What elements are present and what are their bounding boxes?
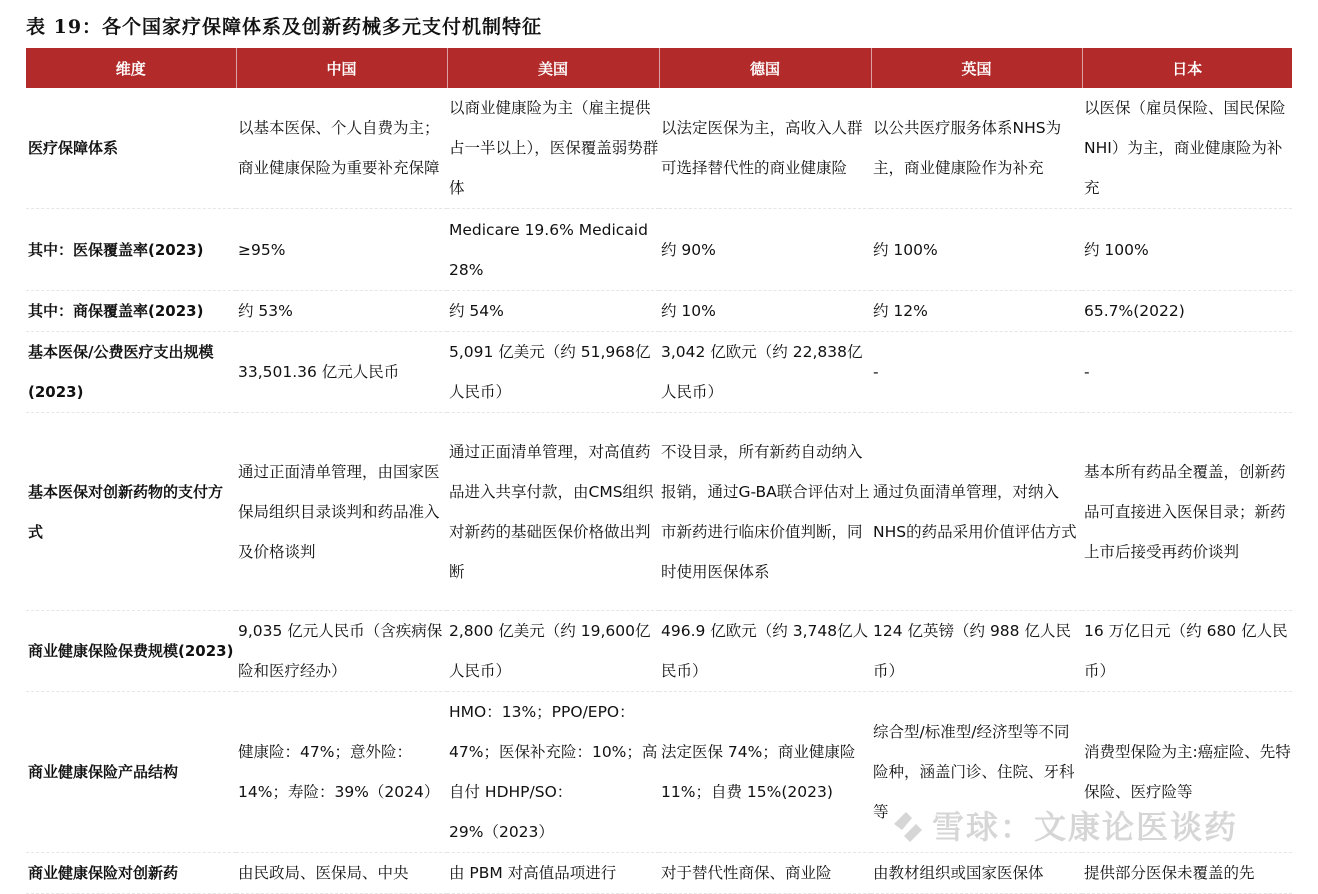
row-dimension: 医疗保障体系 bbox=[26, 88, 236, 209]
table-cell: 124 亿英镑（约 988 亿人民币） bbox=[871, 611, 1082, 692]
table-cell: 33,501.36 亿元人民币 bbox=[236, 332, 447, 413]
table-cell: 以法定医保为主，高收入人群可选择替代性的商业健康险 bbox=[659, 88, 871, 209]
table-cell: 3,042 亿欧元（约 22,838亿人民币） bbox=[659, 332, 871, 413]
table-cell: 以基本医保、个人自费为主；商业健康保险为重要补充保障 bbox=[236, 88, 447, 209]
table-cell: ≥95% bbox=[236, 209, 447, 291]
table-cell: 由民政局、医保局、中央 bbox=[236, 853, 447, 894]
table-cell: Medicare 19.6% Medicaid 28% bbox=[447, 209, 659, 291]
table-cell: 16 万亿日元（约 680 亿人民币） bbox=[1082, 611, 1292, 692]
table-cell: 通过正面清单管理，对高值药品进入共享付款，由CMS组织对新药的基础医保价格做出判断 bbox=[447, 413, 659, 611]
table-cell: 健康险：47%；意外险：14%；寿险：39%（2024） bbox=[236, 692, 447, 853]
table-cell: 496.9 亿欧元（约 3,748亿人民币） bbox=[659, 611, 871, 692]
table-cell: - bbox=[871, 332, 1082, 413]
row-dimension: 基本医保对创新药物的支付方式 bbox=[26, 413, 236, 611]
header-uk: 英国 bbox=[871, 48, 1082, 88]
table-cell: 对于替代性商保、商业险 bbox=[659, 853, 871, 894]
table-row bbox=[26, 209, 1292, 291]
watermark-text: 雪球：文康论医谈药 bbox=[932, 808, 1239, 846]
table-cell: 以商业健康险为主（雇主提供占一半以上），医保覆盖弱势群体 bbox=[447, 88, 659, 209]
table-cell: 约 53% bbox=[236, 291, 447, 332]
table-cell: 约 10% bbox=[659, 291, 871, 332]
header-dimension: 维度 bbox=[26, 48, 236, 88]
table-cell: 65.7%(2022) bbox=[1082, 291, 1292, 332]
header-china: 中国 bbox=[236, 48, 447, 88]
table-cell: 综合型/标准型/经济型等不同险种，涵盖门诊、住院、牙科等 bbox=[871, 692, 1082, 853]
row-dimension: 基本医保/公费医疗支出规模(2023) bbox=[26, 332, 236, 413]
row-dimension: 其中：商保覆盖率(2023) bbox=[26, 291, 236, 332]
table-cell: 2,800 亿美元（约 19,600亿人民币） bbox=[447, 611, 659, 692]
table-cell: 5,091 亿美元（约 51,968亿人民币） bbox=[447, 332, 659, 413]
row-dimension: 商业健康保险对创新药 bbox=[26, 853, 236, 894]
table-header-row bbox=[26, 48, 1292, 88]
table-row bbox=[26, 611, 1292, 692]
table-cell: 提供部分医保未覆盖的先 bbox=[1082, 853, 1292, 894]
table-cell: 9,035 亿元人民币（含疾病保险和医疗经办） bbox=[236, 611, 447, 692]
table-cell: 通过负面清单管理，对纳入NHS的药品采用价值评估方式 bbox=[871, 413, 1082, 611]
table-cell: 约 90% bbox=[659, 209, 871, 291]
table-cell: 由教材组织或国家医保体 bbox=[871, 853, 1082, 894]
header-usa: 美国 bbox=[447, 48, 659, 88]
table-cell: 以医保（雇员保险、国民保险NHI）为主，商业健康险为补充 bbox=[1082, 88, 1292, 209]
table-row bbox=[26, 291, 1292, 332]
table-cell: 约 100% bbox=[871, 209, 1082, 291]
watermark-logo-icon bbox=[890, 806, 926, 842]
table-cell: 约 100% bbox=[1082, 209, 1292, 291]
table-cell: 约 12% bbox=[871, 291, 1082, 332]
table-cell: 法定医保 74%；商业健康险 11%；自费 15%(2023) bbox=[659, 692, 871, 853]
table-cell: - bbox=[1082, 332, 1292, 413]
table-cell: 不设目录，所有新药自动纳入报销，通过G-BA联合评估对上市新药进行临床价值判断，同时使用医保体系 bbox=[659, 413, 871, 611]
table-cell: 通过正面清单管理，由国家医保局组织目录谈判和药品准入及价格谈判 bbox=[236, 413, 447, 611]
table-cell: 约 54% bbox=[447, 291, 659, 332]
comparison-table bbox=[26, 48, 1292, 894]
row-dimension: 商业健康保险产品结构 bbox=[26, 692, 236, 853]
table-cell: 基本所有药品全覆盖，创新药品可直接进入医保目录；新药上市后接受再药价谈判 bbox=[1082, 413, 1292, 611]
table-row bbox=[26, 332, 1292, 413]
table-row bbox=[26, 413, 1292, 611]
row-dimension: 其中：医保覆盖率(2023) bbox=[26, 209, 236, 291]
table-cell: 由 PBM 对高值品项进行 bbox=[447, 853, 659, 894]
table-title: 表 19：各个国家疗保障体系及创新药械多元支付机制特征 bbox=[26, 16, 543, 38]
row-dimension: 商业健康保险保费规模(2023) bbox=[26, 611, 236, 692]
table-cell: HMO：13%；PPO/EPO：47%；医保补充险：10%；高自付 HDHP/SO：29%（2023） bbox=[447, 692, 659, 853]
table-cell: 消费型保险为主:癌症险、先特保险、医疗险等 bbox=[1082, 692, 1292, 853]
table-cell: 以公共医疗服务体系NHS为主，商业健康险作为补充 bbox=[871, 88, 1082, 209]
table-row bbox=[26, 88, 1292, 209]
header-germany: 德国 bbox=[659, 48, 871, 88]
table-row bbox=[26, 853, 1292, 894]
header-japan: 日本 bbox=[1082, 48, 1292, 88]
